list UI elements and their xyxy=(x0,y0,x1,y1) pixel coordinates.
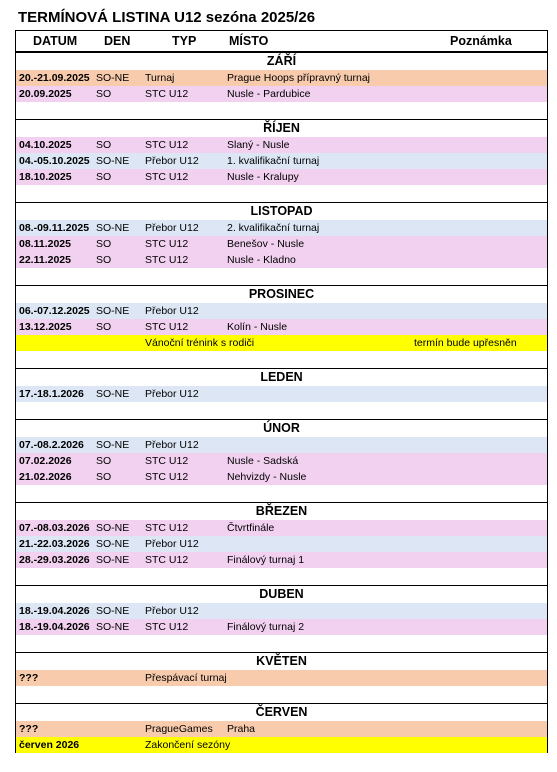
cell-day: SO-NE xyxy=(96,305,130,317)
cell-date: 22.11.2025 xyxy=(19,254,71,266)
table-row xyxy=(16,386,547,402)
table-row xyxy=(16,619,547,635)
cell-type: STC U12 xyxy=(145,621,189,633)
table-header xyxy=(16,30,547,52)
table-row xyxy=(16,220,547,236)
month-header: LEDEN xyxy=(16,368,547,386)
cell-date: 18.-19.04.2026 xyxy=(19,621,90,633)
header-place: MÍSTO xyxy=(229,34,269,48)
month-header: LISTOPAD xyxy=(16,202,547,220)
cell-day: SO xyxy=(96,238,112,250)
section-spacer xyxy=(16,268,547,285)
month-header: ČERVEN xyxy=(16,703,547,721)
table-row xyxy=(16,319,547,335)
cell-place: Nusle - Pardubice xyxy=(227,88,311,100)
cell-place: Nusle - Kralupy xyxy=(227,171,299,183)
month-header: KVĚTEN xyxy=(16,652,547,670)
month-section xyxy=(16,502,547,585)
header-type: TYP xyxy=(172,34,197,48)
table-row xyxy=(16,536,547,552)
cell-type: STC U12 xyxy=(145,522,189,534)
page-title: TERMÍNOVÁ LISTINA U12 sezóna 2025/26 xyxy=(18,9,316,26)
cell-day: SO xyxy=(96,321,112,333)
cell-date: 21.-22.03.2026 xyxy=(19,538,90,550)
cell-type: STC U12 xyxy=(145,238,189,250)
cell-day: SO-NE xyxy=(96,605,130,617)
cell-type: Přebor U12 xyxy=(145,538,199,550)
month-section xyxy=(16,202,547,285)
month-section xyxy=(16,703,547,753)
cell-date: 08.-09.11.2025 xyxy=(19,222,90,234)
cell-place: Čtvrtfinále xyxy=(227,522,275,534)
cell-date: 20.09.2025 xyxy=(19,88,72,100)
cell-type: Přespávací turnaj xyxy=(145,672,227,684)
cell-type: Přebor U12 xyxy=(145,605,199,617)
cell-date: 17.-18.1.2026 xyxy=(19,388,84,400)
cell-type: STC U12 xyxy=(145,139,189,151)
cell-day: SO-NE xyxy=(96,554,130,566)
cell-type: Turnaj xyxy=(145,72,175,84)
section-spacer xyxy=(16,686,547,703)
cell-place: Praha xyxy=(227,723,256,735)
cell-day: SO-NE xyxy=(96,222,130,234)
month-header: DUBEN xyxy=(16,585,547,603)
cell-place: Kolín - Nusle xyxy=(227,321,288,333)
cell-type: Přebor U12 xyxy=(145,439,199,451)
header-date: DATUM xyxy=(33,34,78,48)
month-section xyxy=(16,285,547,368)
table-body xyxy=(16,52,547,753)
table-row xyxy=(16,236,547,252)
cell-place: Finálový turnaj 1 xyxy=(227,554,305,566)
cell-note: termín bude upřesněn xyxy=(414,337,517,349)
table-row xyxy=(16,303,547,319)
cell-day: SO-NE xyxy=(96,538,130,550)
table-row xyxy=(16,86,547,102)
table-row xyxy=(16,453,547,469)
cell-type: STC U12 xyxy=(145,254,189,266)
cell-date: ??? xyxy=(19,672,39,684)
cell-place: Slaný - Nusle xyxy=(227,139,290,151)
cell-day: SO xyxy=(96,171,112,183)
cell-type: STC U12 xyxy=(145,554,189,566)
table-row xyxy=(16,169,547,185)
cell-day: SO xyxy=(96,139,112,151)
section-spacer xyxy=(16,402,547,419)
month-header: ÚNOR xyxy=(16,419,547,437)
cell-type: Přebor U12 xyxy=(145,155,199,167)
table-row xyxy=(16,737,547,753)
table-row xyxy=(16,469,547,485)
cell-type: Přebor U12 xyxy=(145,305,199,317)
cell-day: SO xyxy=(96,254,112,266)
header-note: Poznámka xyxy=(450,34,512,48)
cell-place: Nehvizdy - Nusle xyxy=(227,471,307,483)
section-spacer xyxy=(16,102,547,119)
cell-day: SO-NE xyxy=(96,155,130,167)
month-section xyxy=(16,368,547,419)
cell-day: SO xyxy=(96,471,112,483)
cell-type: STC U12 xyxy=(145,455,189,467)
cell-date: 08.11.2025 xyxy=(19,238,71,250)
header-day: DEN xyxy=(104,34,131,48)
month-header: PROSINEC xyxy=(16,285,547,303)
cell-date: 07.-08.2.2026 xyxy=(19,439,84,451)
cell-day: SO-NE xyxy=(96,72,130,84)
cell-date: 21.02.2026 xyxy=(19,471,72,483)
cell-type: Vánoční trénink s rodiči xyxy=(145,337,255,349)
cell-place: Benešov - Nusle xyxy=(227,238,305,250)
cell-date: 18.10.2025 xyxy=(19,171,72,183)
cell-date: 04.10.2025 xyxy=(19,139,72,151)
cell-date: 18.-19.04.2026 xyxy=(19,605,90,617)
cell-type: PragueGames xyxy=(145,723,213,735)
cell-place: 1. kvalifikační turnaj xyxy=(227,155,320,167)
month-header: ZÁŘÍ xyxy=(16,52,547,70)
section-spacer xyxy=(16,635,547,652)
month-section xyxy=(16,119,547,202)
month-section xyxy=(16,52,547,119)
section-spacer xyxy=(16,568,547,585)
section-spacer xyxy=(16,485,547,502)
cell-place: 2. kvalifikační turnaj xyxy=(227,222,320,234)
cell-type: Zakončení sezóny xyxy=(145,739,231,751)
table-row xyxy=(16,552,547,568)
cell-date: 07.02.2026 xyxy=(19,455,72,467)
table-row xyxy=(16,603,547,619)
section-spacer xyxy=(16,351,547,368)
section-spacer xyxy=(16,185,547,202)
table-row xyxy=(16,70,547,86)
cell-place: Prague Hoops přípravný turnaj xyxy=(227,72,370,84)
cell-type: STC U12 xyxy=(145,88,189,100)
cell-date: 04.-05.10.2025 xyxy=(19,155,90,167)
cell-day: SO-NE xyxy=(96,621,130,633)
cell-day: SO xyxy=(96,455,112,467)
cell-type: Přebor U12 xyxy=(145,388,199,400)
cell-date: červen 2026 xyxy=(19,739,80,751)
cell-date: 28.-29.03.2026 xyxy=(19,554,90,566)
month-header: BŘEZEN xyxy=(16,502,547,520)
table-row xyxy=(16,153,547,169)
table-row xyxy=(16,252,547,268)
table-row xyxy=(16,137,547,153)
cell-date: 13.12.2025 xyxy=(19,321,72,333)
cell-date: 07.-08.03.2026 xyxy=(19,522,90,534)
table-row xyxy=(16,721,547,737)
cell-date: 06.-07.12.2025 xyxy=(19,305,90,317)
schedule-table xyxy=(15,30,548,753)
cell-type: Přebor U12 xyxy=(145,222,199,234)
month-section xyxy=(16,419,547,502)
cell-date: ??? xyxy=(19,723,39,735)
cell-type: STC U12 xyxy=(145,321,189,333)
table-row xyxy=(16,437,547,453)
month-section xyxy=(16,652,547,703)
cell-day: SO-NE xyxy=(96,439,130,451)
table-row xyxy=(16,670,547,686)
cell-type: STC U12 xyxy=(145,171,189,183)
cell-place: Finálový turnaj 2 xyxy=(227,621,305,633)
table-row xyxy=(16,520,547,536)
cell-date: 20.-21.09.2025 xyxy=(19,72,90,84)
cell-day: SO xyxy=(96,88,112,100)
table-row xyxy=(16,335,547,351)
cell-day: SO-NE xyxy=(96,522,130,534)
cell-day: SO-NE xyxy=(96,388,130,400)
month-header: ŘÍJEN xyxy=(16,119,547,137)
cell-place: Nusle - Kladno xyxy=(227,254,296,266)
cell-place: Nusle - Sadská xyxy=(227,455,299,467)
month-section xyxy=(16,585,547,652)
cell-type: STC U12 xyxy=(145,471,189,483)
